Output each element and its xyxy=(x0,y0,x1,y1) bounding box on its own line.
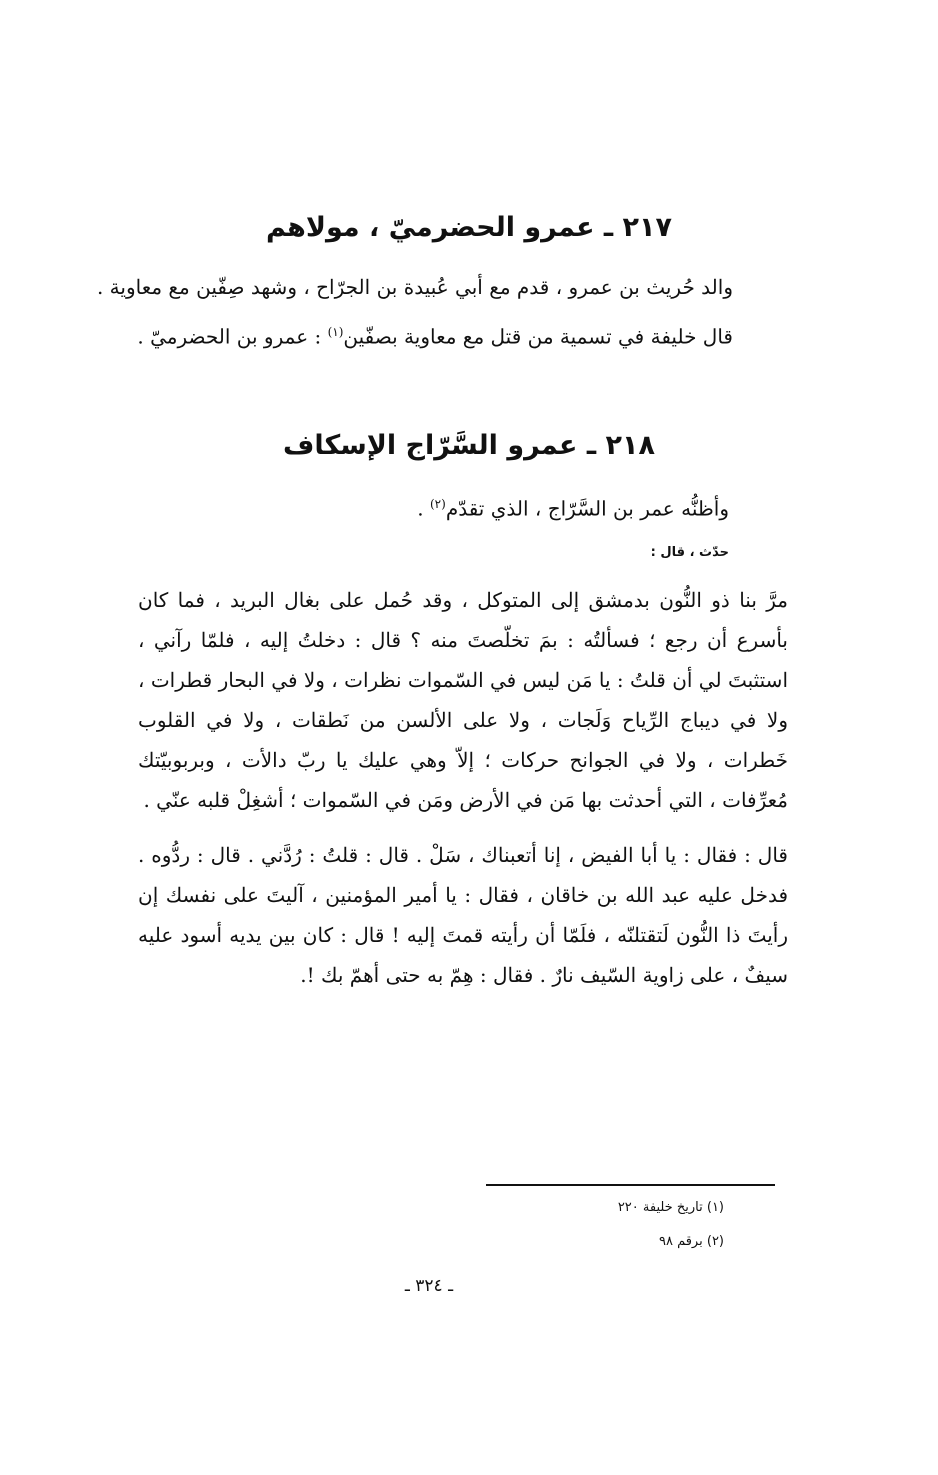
entry-217-line-1: والد حُريث بن عمرو ، قدم مع أبي عُبيدة بن الجرّاح ، وشهد صِفّين مع معاوية . xyxy=(96,275,733,299)
entry-217-title: ٢١٧ ـ عمرو الحضرميّ ، مولاهم xyxy=(266,212,672,243)
entry-217-line-2 xyxy=(133,319,733,350)
narrator-label: حدّث ، قال : xyxy=(650,545,729,560)
entry-217-line-2-tail: : عمرو بن الحضرميّ . xyxy=(137,324,328,349)
entry-218-line-1-tail: . xyxy=(417,496,430,521)
footnote-separator xyxy=(486,1184,775,1186)
page-number: ـ ٣٢٤ ـ xyxy=(404,1276,454,1296)
entry-217-line-2-text: قال خليفة في تسمية من قتل مع معاوية بصفّين xyxy=(343,324,733,349)
footnote-ref-2: (٢) xyxy=(429,497,446,511)
footnote-ref-1: (١) xyxy=(327,325,344,339)
entry-218-line-1-text: وأظنُّه عمر بن السَّرّاج ، الذي تقدّم xyxy=(445,496,729,521)
entry-218-title: ٢١٨ ـ عمرو السَّرّاج الإسكاف xyxy=(283,430,655,461)
entry-218-paragraph-2: قال : فقال : يا أبا الفيض ، إنا أتعبناك ، سَلْ . قال : قلتُ : رُدَّني . قال : ردُّوه . فدخل عليه عبد الله بن خاقان ، فقال : يا أمير المؤمنين ، آليتَ على نفسك إن رأيتَ ذا النُّون لَتقتلنّه ، فلَمّا أن رأيته قمتَ إليه ! قال : كان بين يديه أسود عليه سيفٌ ، على زاوية السّيف نارٌ . فقال : هِمّ به حتى أهمّ بك !. xyxy=(138,843,788,987)
footnote-2: (٢) برقم ٩٨ xyxy=(658,1234,724,1249)
footnote-1: (١) تاريخ خليفة ٢٢٠ xyxy=(617,1200,724,1215)
entry-218-paragraph-1: مرَّ بنا ذو النُّون بدمشق إلى المتوكل ، وقد حُمل على بغال البريد ، فما كان بأسرع أن رجع ؛ فسألتُه : بمَ تخلّصتَ منه ؟ قال : دخلتُ إليه ، فلمّا رآني ، استثبتَ لي أن قلتُ : يا مَن ليس في السّموات نظرات ، ولا في البحار قطرات ، ولا في ديباج الرِّياح وَلَجات ، ولا على الألسن من نَطقات ، ولا في القلوب خَطرات ، ولا في الجوانح حركات ؛ إلاّ وهي عليك يا ربّ دالأت ، وبربوبيّتك مُعرِّفات ، التي أحدثت بها مَن في الأرض ومَن في السّموات ؛ أشغِلْ قلبه عنّي . xyxy=(138,588,788,812)
entry-218-line-1 xyxy=(169,491,729,522)
